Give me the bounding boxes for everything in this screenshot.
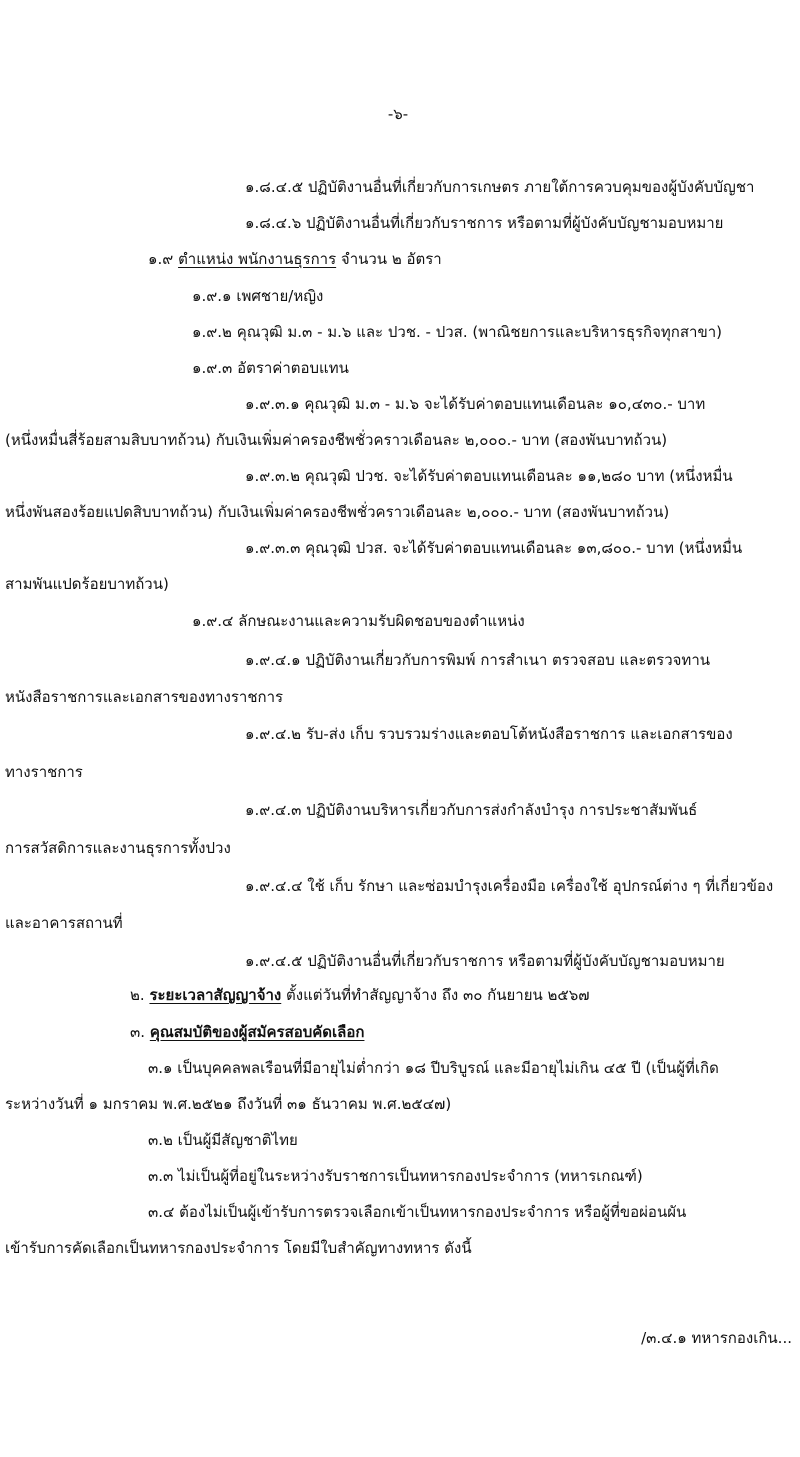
section-heading-1-9	[148, 249, 442, 269]
text-line: ๑.๙.๔.๓ ปฏิบัติงานบริหารเกี่ยวกับการส่งกำลังบำรุง การประชาสัมพันธ์	[245, 801, 698, 819]
text-line: ๑.๙.๔.๕ ปฏิบัติงานอื่นที่เกี่ยวกับราชการ หรือตามที่ผู้บังคับบัญชามอบหมาย	[245, 952, 725, 970]
text-line: ๑.๙.๓.๓ คุณวุฒิ ปวส. จะได้รับค่าตอบแทนเดือนละ ๑๓,๘๐๐.- บาท (หนึ่งหมื่น	[245, 539, 743, 557]
text-line: การสวัสดิการและงานธุรการทั้งปวง	[5, 839, 231, 857]
text-line: ๓.๔ ต้องไม่เป็นผู้เข้ารับการตรวจเลือกเข้าเป็นทหารกองประจำการ หรือผู้ที่ขอผ่อนผัน	[148, 1203, 687, 1221]
continuation-note: /๓.๔.๑ ทหารกองเกิน...	[641, 1329, 792, 1347]
section-heading-2	[130, 985, 590, 1005]
text-line: หนึ่งพันสองร้อยแปดสิบบาทถ้วน) กับเงินเพิ่มค่าครองชีพชั่วคราวเดือนละ ๒,๐๐๐.- บาท (สองพันบาทถ้วน)	[5, 503, 670, 521]
text-line: ๑.๙.๒ คุณวุฒิ ม.๓ - ม.๖ และ ปวช. - ปวส. (พาณิชยการและบริหารธุรกิจทุกสาขา)	[192, 323, 722, 341]
section-detail: จำนวน ๒ อัตรา	[340, 250, 442, 268]
text-line: ทางราชการ	[5, 763, 83, 781]
text-line: ๑.๙.๔.๑ ปฏิบัติงานเกี่ยวกับการพิมพ์ การสำเนา ตรวจสอบ และตรวจทาน	[245, 651, 710, 669]
text-line: หนังสือราชการและเอกสารของทางราชการ	[5, 688, 284, 706]
section-heading-3	[130, 1022, 364, 1042]
section-title: ตำแหน่ง พนักงานธุรการ	[178, 250, 337, 268]
section-number: ๑.๙	[148, 250, 174, 268]
text-line: ๓.๓ ไม่เป็นผู้ที่อยู่ในระหว่างรับราชการเป็นทหารกองประจำการ (ทหารเกณฑ์)	[148, 1167, 643, 1185]
section-number: ๓.	[130, 1023, 146, 1041]
text-line: และอาคารสถานที่	[5, 914, 123, 932]
text-line: ๓.๒ เป็นผู้มีสัญชาติไทย	[148, 1131, 298, 1149]
text-line: ๑.๘.๔.๕ ปฏิบัติงานอื่นที่เกี่ยวกับการเกษตร ภายใต้การควบคุมของผู้บังคับบัญชา	[245, 178, 755, 196]
text-line: ๑.๘.๔.๖ ปฏิบัติงานอื่นที่เกี่ยวกับราชการ หรือตามที่ผู้บังคับบัญชามอบหมาย	[245, 214, 724, 232]
section-detail: ตั้งแต่วันที่ทำสัญญาจ้าง ถึง ๓๐ กันยายน ๒๕๖๗	[286, 986, 590, 1004]
section-title: คุณสมบัติของผู้สมัครสอบคัดเลือก	[149, 1023, 365, 1041]
text-line: ๑.๙.๔.๔ ใช้ เก็บ รักษา และซ่อมบำรุงเครื่องมือ เครื่องใช้ อุปกรณ์ต่าง ๆ ที่เกี่ยวข้อง	[245, 877, 774, 895]
text-line: ๓.๑ เป็นบุคคลพลเรือนที่มีอายุไม่ต่ำกว่า ๑๘ ปีบริบูรณ์ และมีอายุไม่เกิน ๔๕ ปี (เป็นผู้ที่เกิด	[148, 1059, 719, 1077]
text-line: (หนึ่งหมื่นสี่ร้อยสามสิบบาทถ้วน) กับเงินเพิ่มค่าครองชีพชั่วคราวเดือนละ ๒,๐๐๐.- บาท (สองพันบาทถ้วน)	[5, 431, 668, 449]
text-line: ๑.๙.๓.๒ คุณวุฒิ ปวช. จะได้รับค่าตอบแทนเดือนละ ๑๑,๒๘๐ บาท (หนึ่งหมื่น	[245, 467, 733, 485]
text-line: ๑.๙.๔.๒ รับ-ส่ง เก็บ รวบรวมร่างและตอบโต้หนังสือราชการ และเอกสารของ	[245, 725, 733, 743]
text-line: ๑.๙.๑ เพศชาย/หญิง	[192, 287, 324, 305]
section-title: ระยะเวลาสัญญาจ้าง	[149, 986, 282, 1004]
text-line: ๑.๙.๓.๑ คุณวุฒิ ม.๓ - ม.๖ จะได้รับค่าตอบแทนเดือนละ ๑๐,๔๓๐.- บาท	[245, 395, 706, 413]
page-number: -๖-	[387, 105, 409, 123]
text-line: ระหว่างวันที่ ๑ มกราคม พ.ศ.๒๕๒๑ ถึงวันที่ ๓๑ ธันวาคม พ.ศ.๒๕๔๗)	[5, 1095, 452, 1113]
text-line: เข้ารับการคัดเลือกเป็นทหารกองประจำการ โดยมีใบสำคัญทางทหาร ดังนี้	[5, 1239, 472, 1257]
text-line: สามพันแปดร้อยบาทถ้วน)	[5, 575, 169, 593]
section-number: ๒.	[130, 986, 145, 1004]
text-line: ๑.๙.๔ ลักษณะงานและความรับผิดชอบของตำแหน่ง	[192, 612, 525, 630]
text-line: ๑.๙.๓ อัตราค่าตอบแทน	[192, 359, 349, 377]
